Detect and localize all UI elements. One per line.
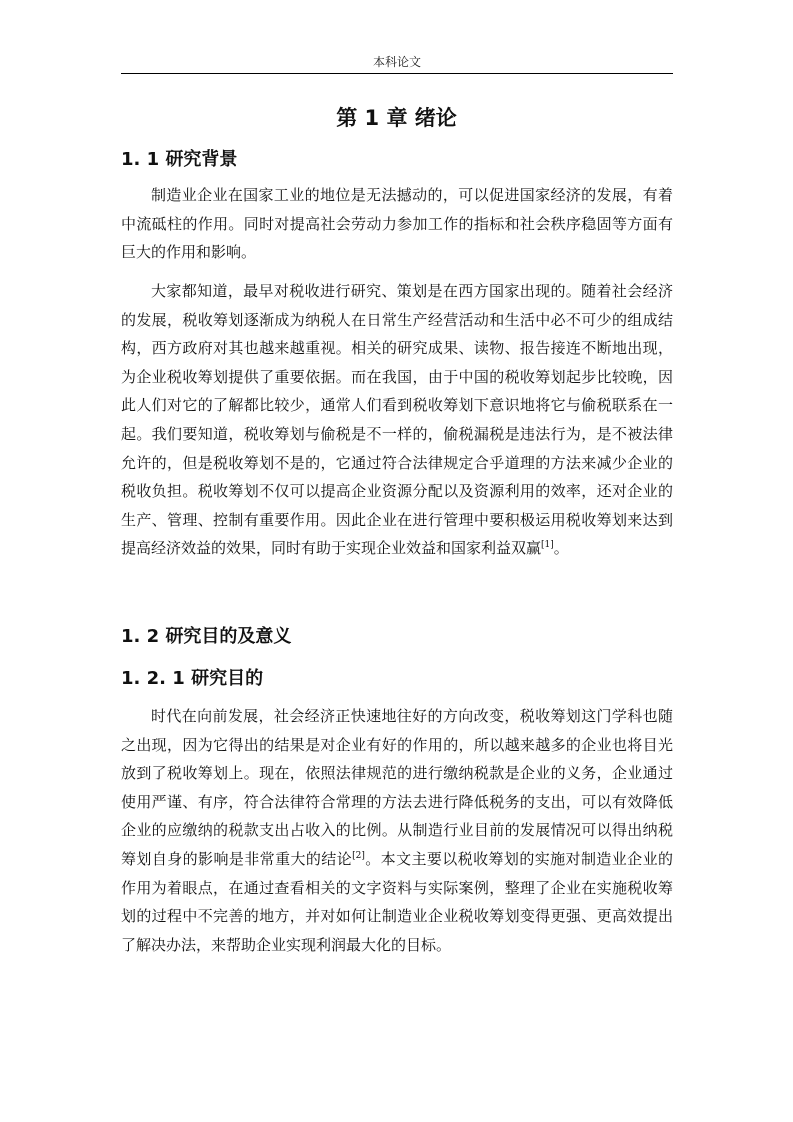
section-number: 1. 1 — [121, 149, 160, 170]
subsection-heading-1-2-1 — [121, 667, 263, 691]
header-rule — [121, 73, 673, 74]
running-header: 本科论文 — [372, 55, 421, 69]
section-heading-1-2 — [121, 625, 291, 649]
subsection-number: 1. 2. 1 — [121, 668, 185, 689]
section-title: 研究背景 — [165, 149, 238, 170]
paragraph-text-end: 。 — [553, 539, 569, 558]
paragraph-background-2 — [121, 277, 673, 563]
paragraph-text: 时代在向前发展，社会经济正快速地往好的方向改变，税收筹划这门学科也随之出现，因为它得出的结果是对企业有好的作用的，所以越来越多的企业也将目光放到了税收筹划上。现在，依照法律规范的进行缴纳税款是企业的义务，企业通过使用严谨、有序，符合法律符合常理的方法去进行降低税务的支出，可以有效降低企业的应缴纳的税款支出占收入的比例。从制造行业目前的发展情况可以得出纳税筹划自身的影响是非常重大的结论 — [121, 707, 673, 868]
section-number: 1. 2 — [121, 626, 160, 647]
paragraph-text: 大家都知道，最早对税收进行研究、策划是在西方国家出现的。随着社会经济的发展，税收筹划逐渐成为纳税人在日常生产经营活动和生活中必不可少的组成结构，西方政府对其也越来越重视。相关的研究成果、读物、报告接连不断地出现，为企业税收筹划提供了重要依据。而在我国，由于中国的税收筹划起步比较晚，因此人们对它的了解都比较少，通常人们看到税收筹划下意识地将它与偷税联系在一起。我们要知道，税收筹划与偷税是不一样的，偷税漏税是违法行为，是不被法律允许的，但是税收筹划不是的，它通过符合法律规定合乎道理的方法来减少企业的税收负担。税收筹划不仅可以提高企业资源分配以及资源利用的效率，还对企业的生产、管理、控制有重要作用。因此企业在进行管理中要积极运用税收筹划来达到提高经济效益的效果，同时有助于实现企业效益和国家利益双赢 — [121, 282, 673, 558]
paragraph-background-1: 制造业企业在国家工业的地位是无法撼动的，可以促进国家经济的发展，有着中流砥柱的作用。同时对提高社会劳动力参加工作的指标和社会秩序稳固等方面有巨大的作用和影响。 — [121, 186, 673, 262]
citation-ref: [2] — [352, 850, 365, 861]
section-heading-1-1 — [121, 148, 237, 172]
paragraph-purpose — [121, 702, 673, 959]
paragraph-text-rest: 。本文主要以税收筹划的实施对制造业企业的作用为着眼点，在通过查看相关的文字资料与实际案例，整理了企业在实施税收筹划的过程中不完善的地方，并对如何让制造业企业税收筹划变得更强、更高效提出了解决办法，来帮助企业实现利润最大化的目标。 — [121, 849, 673, 954]
subsection-title: 研究目的 — [191, 668, 264, 689]
citation-ref: [1] — [541, 540, 554, 551]
section-title: 研究目的及意义 — [165, 626, 292, 647]
chapter-title: 第 1 章 绪论 — [336, 106, 457, 130]
